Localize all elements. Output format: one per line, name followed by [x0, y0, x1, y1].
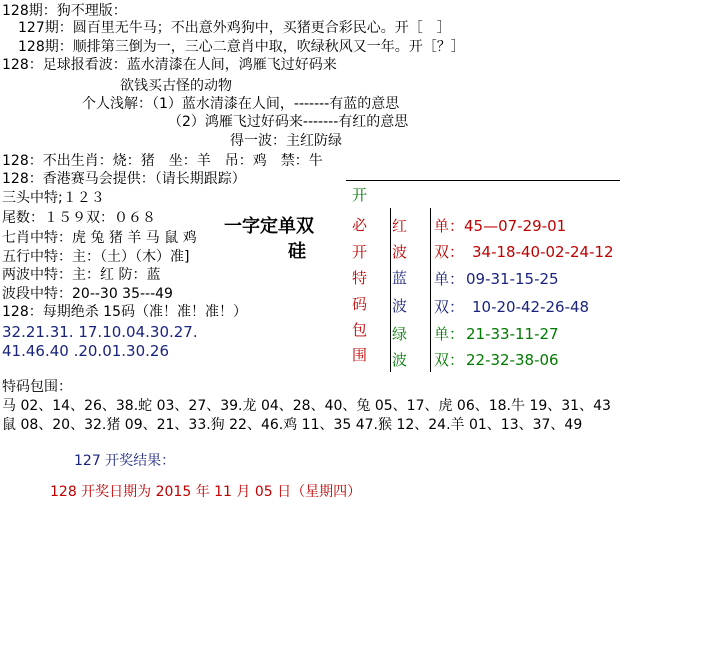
- interp-line-1: 欲钱买古怪的动物: [120, 78, 232, 94]
- vertical-title-char-7: 围: [352, 346, 368, 364]
- left-line-1: 128：不出生肖：烧：猪 坐：羊 吊：鸡 禁：牛: [2, 153, 323, 169]
- zodiac-row-1: 马 02、14、26、38.蛇 03、27、39.龙 04、28、40、兔 05、17、虎 06、18.牛 19、31、43: [2, 398, 611, 414]
- left-line-9: 128：每期绝杀 15码（准！准！准！）: [2, 304, 247, 320]
- vertical-title-char-2: 必: [352, 216, 368, 234]
- interp-line-4: 得一波：主红防绿: [230, 133, 342, 149]
- zodiac-title: 特码包围：: [2, 379, 72, 395]
- left-line-7: 两波中特：主：红 防：蓝: [2, 267, 161, 283]
- vertical-title-char-1: 开: [352, 186, 368, 204]
- left-line-3: 三头中特;１２３: [2, 190, 105, 206]
- header-line-2: 127期：圆百里无牛马；不出意外鸡狗中，买猪更合彩民心。开［ ］: [18, 20, 451, 36]
- left-line-6: 五行中特：主：（土）（木）准]: [2, 249, 190, 265]
- wave-blue-single: 09-31-15-25: [466, 270, 559, 288]
- wave-blue-label-2: 波: [392, 297, 408, 315]
- table-divider-1: [390, 208, 391, 372]
- wave-blue-label-1: 蓝: [392, 269, 408, 287]
- left-line-10: 32.21.31. 17.10.04.30.27.: [2, 323, 198, 341]
- zodiac-row-2: 鼠 08、20、32.猪 09、21、33.狗 22、46.鸡 11、35 47.猴 12、24.羊 01、13、37、49: [2, 417, 583, 433]
- wave-green-single-label: 单：: [434, 325, 465, 343]
- header-line-3: 128期：顺排第三倒为一，三心二意肖中取，吹绿秋风又一年。开［？］: [18, 39, 465, 55]
- wave-blue-double-label: 双：: [434, 298, 465, 316]
- wave-green-double-label: 双：: [434, 351, 465, 369]
- vertical-title-char-4: 特: [352, 269, 368, 287]
- wave-blue-single-label: 单：: [434, 270, 465, 288]
- wave-red-double: 34-18-40-02-24-12: [472, 243, 614, 261]
- wave-red-label-1: 红: [392, 217, 408, 235]
- left-line-11: 41.46.40 .20.01.30.26: [2, 342, 169, 360]
- wave-red-single: 45—07-29-01: [464, 217, 567, 235]
- left-line-2: 128：香港赛马会提供：（请长期跟踪）: [2, 171, 246, 187]
- wave-green-single: 21-33-11-27: [466, 325, 559, 343]
- wave-red-label-2: 波: [392, 243, 408, 261]
- wave-blue-double: 10-20-42-26-48: [472, 298, 590, 316]
- wave-green-label-1: 绿: [392, 325, 408, 343]
- header-line-4: 128：足球报看波：蓝水清漆在人间，鸿雁飞过好码来: [2, 57, 337, 73]
- vertical-title-char-5: 码: [352, 295, 368, 313]
- interp-line-2: 个人浅解：（1）蓝水清漆在人间，-------有蓝的意思: [82, 96, 400, 112]
- wave-red-single-label: 单：: [434, 217, 465, 235]
- result-label: 127 开奖结果：: [74, 453, 176, 469]
- vertical-title-char-3: 开: [352, 243, 368, 261]
- left-line-5: 七肖中特：虎 兔 猪 羊 马 鼠 鸡: [2, 230, 197, 246]
- draw-date: 128 开奖日期为 2015 年 11 月 05 日（星期四）: [50, 484, 362, 500]
- vertical-title-char-6: 包: [352, 321, 368, 339]
- interp-line-3: （2）鸿雁飞过好码来-------有红的意思: [168, 114, 409, 130]
- center-title-line-2: 硅: [288, 241, 306, 262]
- header-line-1: 128期：狗不理版：: [2, 3, 127, 19]
- center-title-line-1: 一字定单双: [224, 216, 314, 237]
- left-line-4: 尾数：１５９双：０６８: [2, 210, 156, 226]
- table-top-rule: [346, 180, 620, 181]
- left-line-8: 波段中特：20--30 35---49: [2, 286, 173, 302]
- wave-green-double: 22-32-38-06: [466, 351, 559, 369]
- table-divider-2: [430, 208, 431, 372]
- wave-green-label-2: 波: [392, 351, 408, 369]
- wave-red-double-label: 双：: [434, 243, 465, 261]
